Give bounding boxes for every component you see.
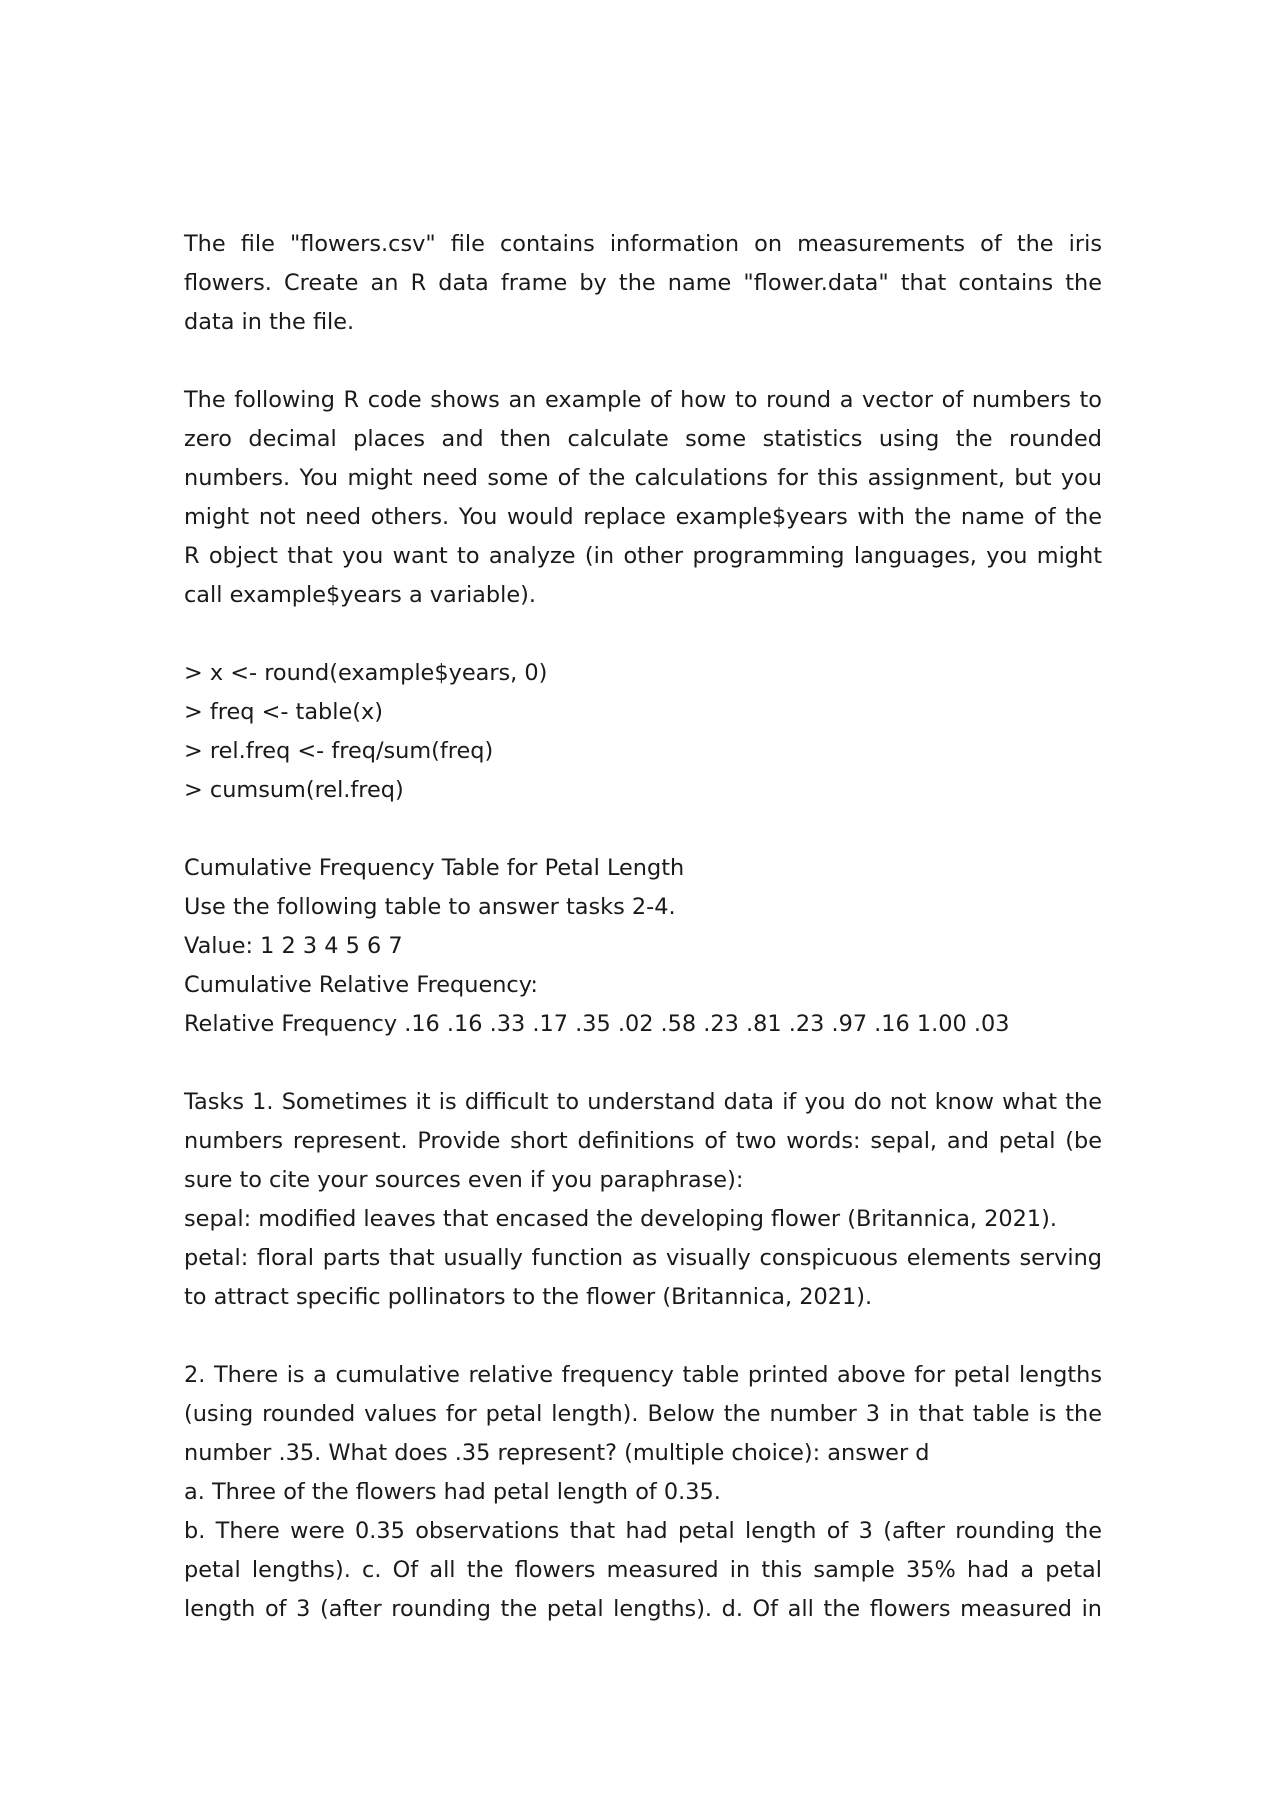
paragraph-gap: [184, 1317, 1102, 1356]
text-line: Tasks 1. Sometimes it is difficult to understand data if you do not know what the: [184, 1089, 1102, 1115]
text-line: b. There were 0.35 observations that had petal length of 3 (after rounding the: [184, 1518, 1102, 1544]
text-line: flowers. Create an R data frame by the name "flower.data" that contains the: [184, 270, 1102, 296]
paragraph-gap: [184, 615, 1102, 654]
code-line: > freq <- table(x): [184, 699, 383, 725]
frequency-table-section: [184, 849, 1102, 1044]
text-line: numbers. You might need some of the calculations for this assignment, but you: [184, 465, 1102, 491]
text-line: R object that you want to analyze (in other programming languages, you might: [184, 543, 1102, 569]
code-block: [184, 654, 1102, 810]
text-line: number .35. What does .35 represent? (multiple choice): answer d: [184, 1440, 930, 1466]
paragraph-gap: [184, 1044, 1102, 1083]
text-line: sure to cite your sources even if you paraphrase):: [184, 1167, 744, 1193]
code-line: > rel.freq <- freq/sum(freq): [184, 738, 494, 764]
code-line: > cumsum(rel.freq): [184, 777, 404, 803]
text-line: data in the file.: [184, 309, 355, 335]
paragraph-gap: [184, 810, 1102, 849]
text-line: numbers represent. Provide short definitions of two words: sepal, and petal (be: [184, 1128, 1102, 1154]
text-line: zero decimal places and then calculate some statistics using the rounded: [184, 426, 1102, 452]
text-line: length of 3 (after rounding the petal lengths). d. Of all the flowers measured in: [184, 1596, 1102, 1622]
table-title: Cumulative Frequency Table for Petal Length: [184, 855, 685, 881]
text-line: a. Three of the flowers had petal length of 0.35.: [184, 1479, 721, 1505]
paragraph-gap: [184, 342, 1102, 381]
code-intro-paragraph: [184, 381, 1102, 615]
text-line: sepal: modified leaves that encased the developing flower (Britannica, 2021).: [184, 1206, 1057, 1232]
table-values-row: Value: 1 2 3 4 5 6 7: [184, 933, 403, 959]
text-line: call example$years a variable).: [184, 582, 536, 608]
text-line: to attract specific pollinators to the flower (Britannica, 2021).: [184, 1284, 873, 1310]
table-instruction: Use the following table to answer tasks 2-4.: [184, 894, 676, 920]
text-line: 2. There is a cumulative relative frequency table printed above for petal lengths: [184, 1362, 1102, 1388]
text-line: petal lengths). c. Of all the flowers measured in this sample 35% had a petal: [184, 1557, 1102, 1583]
table-relative-row: Relative Frequency .16 .16 .33 .17 .35 .02 .58 .23 .81 .23 .97 .16 1.00 .03: [184, 1011, 1010, 1037]
text-line: The file "flowers.csv" file contains information on measurements of the iris: [184, 231, 1102, 257]
document-page: [184, 225, 1102, 1629]
code-line: > x <- round(example$years, 0): [184, 660, 548, 686]
text-line: might not need others. You would replace example$years with the name of the: [184, 504, 1102, 530]
text-line: (using rounded values for petal length). Below the number 3 in that table is the: [184, 1401, 1102, 1427]
table-cumulative-row: Cumulative Relative Frequency:: [184, 972, 538, 998]
task-1-paragraph: [184, 1083, 1102, 1317]
intro-paragraph: [184, 225, 1102, 342]
text-line: petal: floral parts that usually function as visually conspicuous elements serving: [184, 1245, 1102, 1271]
task-2-paragraph: [184, 1356, 1102, 1629]
text-line: The following R code shows an example of how to round a vector of numbers to: [184, 387, 1102, 413]
